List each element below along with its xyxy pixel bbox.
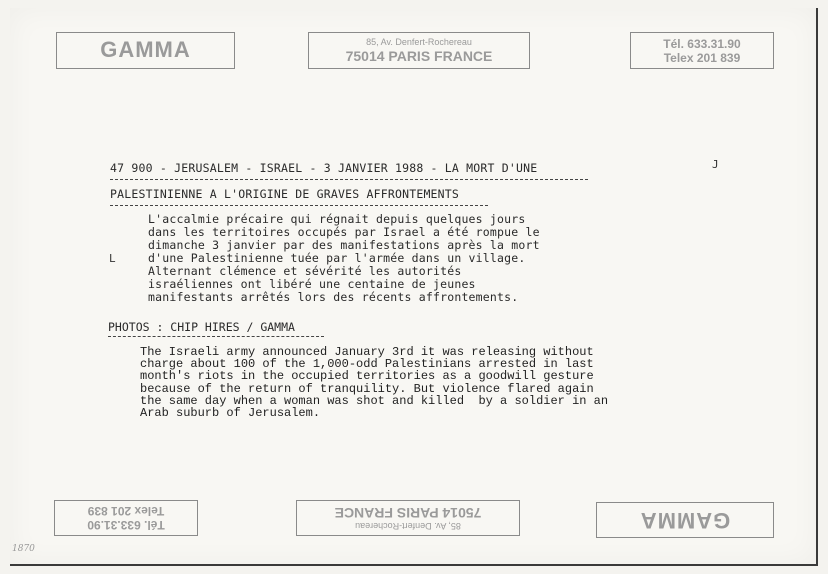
gamma-logo-bottom: GAMMA [596, 502, 774, 538]
agency-address-top [308, 32, 530, 69]
telex: Telex 201 839 [87, 504, 165, 518]
english-caption: The Israeli army announced January 3rd it was releasing without charge about 100 of the 1,000-odd Palestinians arrested in last month's riots in the occupied territories as a goodwill gesture because of the return of tranquility. But violence flared again the same day when a woman was shot and killed by a soldier in an Arab suburb of Jerusalem. [140, 345, 609, 421]
address-city: 75014 PARIS FRANCE [334, 505, 482, 521]
address-city: 75014 PARIS FRANCE [345, 48, 493, 64]
divider [110, 179, 588, 180]
address-street: 85, Av. Denfert-Rochereau [366, 37, 472, 47]
photo-credit: PHOTOS : CHIP HIRES / GAMMA [108, 320, 295, 334]
address-street: 85, Av. Denfert-Rochereau [355, 521, 461, 531]
telephone: Tél. 633.31.90 [663, 37, 741, 51]
telex: Telex 201 839 [663, 51, 741, 65]
french-caption: L'accalmie précaire qui régnait depuis quelques jours dans les territoires occupés par Israel a été rompue le dimanche 3 janvier par des manifestations après la mort d'une Palestinienne tuée par l'armée dans un village. Alternant clémence et sévérité les autorités israéliennes ont libéré une centaine de jeunes manifestants arrêtés lors des récents affrontements. [148, 212, 540, 304]
headline-line-1: 47 900 - JERUSALEM - ISRAEL - 3 JANVIER 1988 - LA MORT D'UNE [110, 161, 538, 175]
divider [110, 205, 488, 206]
headline-line-2: PALESTINIENNE A L'ORIGINE DE GRAVES AFFRONTEMENTS [110, 187, 460, 201]
agency-contact-top [630, 32, 774, 69]
agency-address-bottom [296, 500, 520, 536]
margin-mark: J [712, 158, 719, 171]
corner-note: 1870 [12, 544, 35, 554]
telephone: Tél. 633.31.90 [87, 518, 165, 532]
margin-mark: L [109, 252, 116, 265]
agency-contact-bottom [54, 500, 198, 536]
photo-caption-sheet [10, 8, 818, 566]
divider [108, 336, 324, 337]
gamma-logo-top: GAMMA [56, 32, 235, 69]
